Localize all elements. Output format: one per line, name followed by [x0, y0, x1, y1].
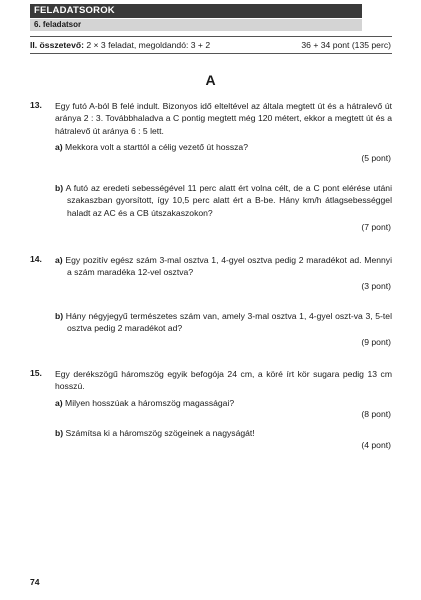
- section-task-desc: 2 × 3 feladat, megoldandó: 3 + 2: [86, 40, 211, 50]
- problem-15a-points: (8 pont): [361, 409, 391, 419]
- problem-15b-label: b): [55, 428, 64, 438]
- problem-14a-points: (3 pont): [361, 281, 391, 291]
- part-letter: A: [205, 72, 216, 88]
- problem-15a-label: a): [55, 398, 63, 408]
- problem-15b-text: Számítsa ki a háromszög szögeinek a nagyságát!: [65, 428, 255, 438]
- problem-14a-text: Egy pozitív egész szám 3-mal osztva 1, 4-gyel osztva pedig 2 maradékot ad. Mennyi a szám maradéka 12-vel osztva?: [65, 255, 392, 278]
- problem-14b-label: b): [55, 311, 64, 321]
- page-number: 74: [30, 577, 40, 587]
- problem-15a-text: Milyen hosszúak a háromszög magasságai?: [65, 398, 235, 408]
- section-points: 36 + 34 pont (135 perc): [301, 40, 391, 50]
- problem-15-text: Egy derékszögű háromszög egyik befogója 24 cm, a köré írt kör sugara pedig 13 cm hosszú.: [55, 369, 392, 392]
- problem-13-number: 13.: [30, 100, 42, 110]
- bottom-rule: [30, 53, 392, 54]
- problem-13a-text: Mekkora volt a starttól a célig vezető út hossza?: [65, 142, 248, 152]
- problem-13b-points: (7 pont): [361, 222, 391, 232]
- problem-13a: [55, 141, 392, 153]
- problem-15-number: 15.: [30, 368, 42, 378]
- section-label: II. összetevő:: [30, 40, 84, 50]
- problem-13b: [55, 182, 392, 219]
- problem-14a: [55, 254, 392, 279]
- subchapter-header-bar: [30, 19, 362, 31]
- problem-13a-points: (5 pont): [361, 153, 391, 163]
- problem-14b: [55, 310, 392, 335]
- problem-14b-text: Hány négyjegyű természetes szám van, amely 3-mal osztva 1, 4-gyel oszt-va 3, 5-tel osztva pedig 2 maradékot ad?: [65, 311, 392, 334]
- section-description: [30, 40, 210, 50]
- top-rule: [30, 36, 392, 37]
- problem-14a-label: a): [55, 255, 63, 265]
- chapter-title: FELADATSOROK: [34, 5, 115, 16]
- problem-15b: [55, 427, 392, 439]
- problem-13b-label: b): [55, 183, 64, 193]
- problem-13b-text: A futó az eredeti sebességével 11 perc alatt ért volna célt, de a C pont elérése utáni szakaszban gyorsított, így 10,5 perc alatt ért a B-be. Hány km/h átlagsebességgel haladt az AC és a CB útszakaszokon?: [65, 183, 392, 218]
- problem-14b-points: (9 pont): [361, 337, 391, 347]
- problem-14-number: 14.: [30, 254, 42, 264]
- chapter-header-bar: [30, 4, 362, 18]
- problem-15a: [55, 397, 392, 409]
- subchapter-title: 6. feladatsor: [34, 20, 82, 29]
- problem-13-text: Egy futó A-ból B felé indult. Bizonyos idő elteltével az általa megtett út és a hátralevő út aránya 2 : 3. Továbbhaladva a C pontig megtett még 120 métert, ekkor a megtett út és a hátralevő út aránya 6 : 5 lett.: [55, 101, 392, 136]
- problem-13a-label: a): [55, 142, 63, 152]
- problem-15b-points: (4 pont): [361, 440, 391, 450]
